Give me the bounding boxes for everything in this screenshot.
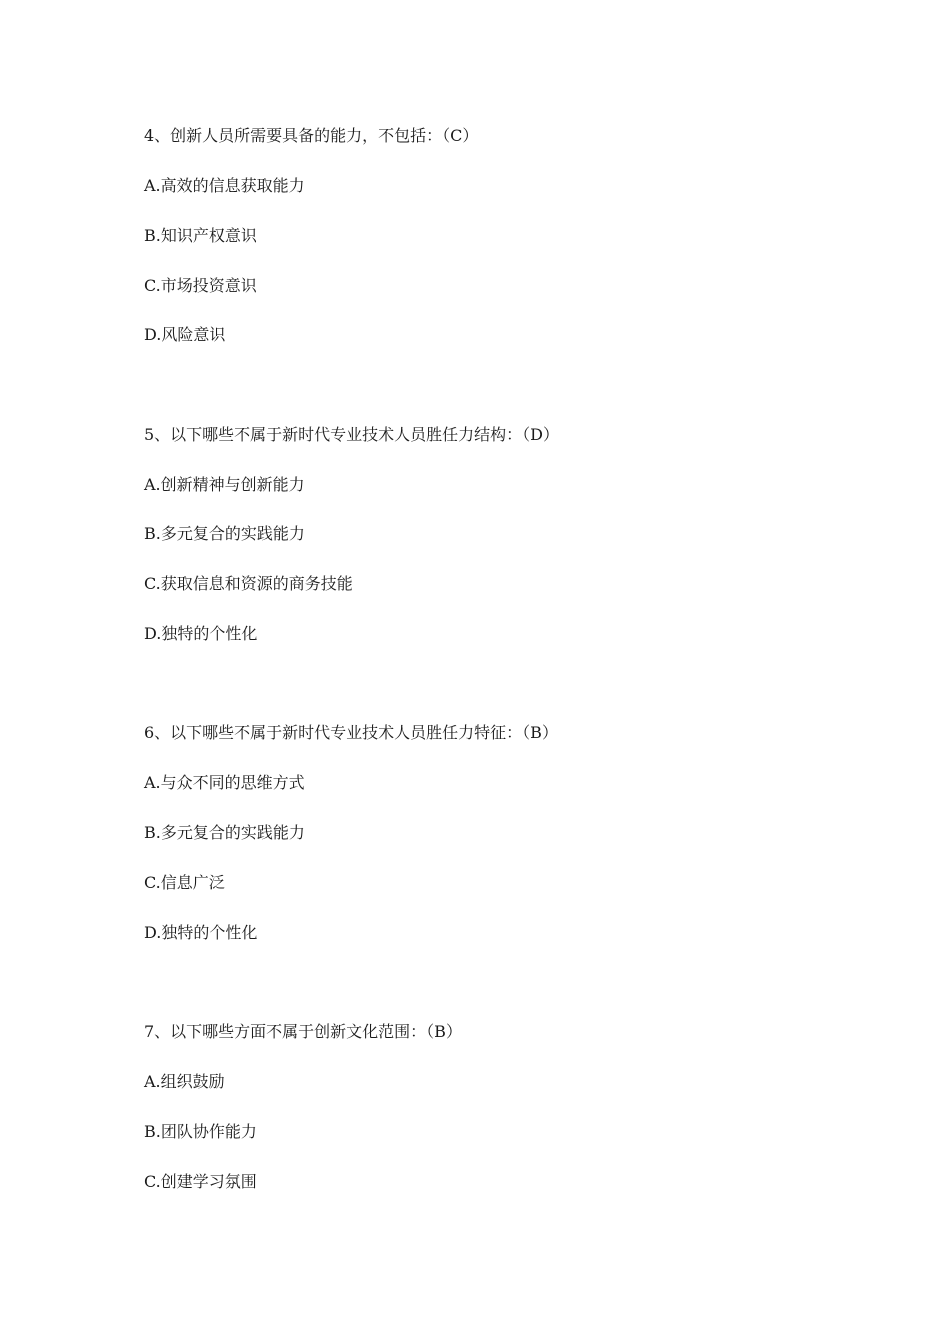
question-7-option-c: C.创建学习氛围 [144,1172,257,1191]
question-4-option-b: B.知识产权意识 [144,226,257,245]
question-5-option-a: A.创新精神与创新能力 [144,475,305,494]
question-4-option-c: C.市场投资意识 [144,276,257,295]
question-6-option-d: D.独特的个性化 [144,923,258,942]
question-7-stem: 7、以下哪些方面不属于创新文化范围：（B） [144,1022,462,1041]
question-4-option-a: A.高效的信息获取能力 [144,176,305,195]
question-5-stem: 5、以下哪些不属于新时代专业技术人员胜任力结构：（D） [144,425,560,444]
question-6-option-c: C.信息广泛 [144,873,225,892]
question-5-option-d: D.独特的个性化 [144,624,258,643]
question-6-option-b: B.多元复合的实践能力 [144,823,305,842]
question-4-stem: 4、创新人员所需要具备的能力，不包括：（C） [144,126,479,145]
question-7-option-a: A.组织鼓励 [144,1072,225,1091]
question-6-option-a: A.与众不同的思维方式 [144,773,305,792]
question-6-stem: 6、以下哪些不属于新时代专业技术人员胜任力特征：（B） [144,723,558,742]
question-5-option-c: C.获取信息和资源的商务技能 [144,574,353,593]
question-4-option-d: D.风险意识 [144,325,226,344]
question-7-option-b: B.团队协作能力 [144,1122,257,1141]
question-5-option-b: B.多元复合的实践能力 [144,524,305,543]
